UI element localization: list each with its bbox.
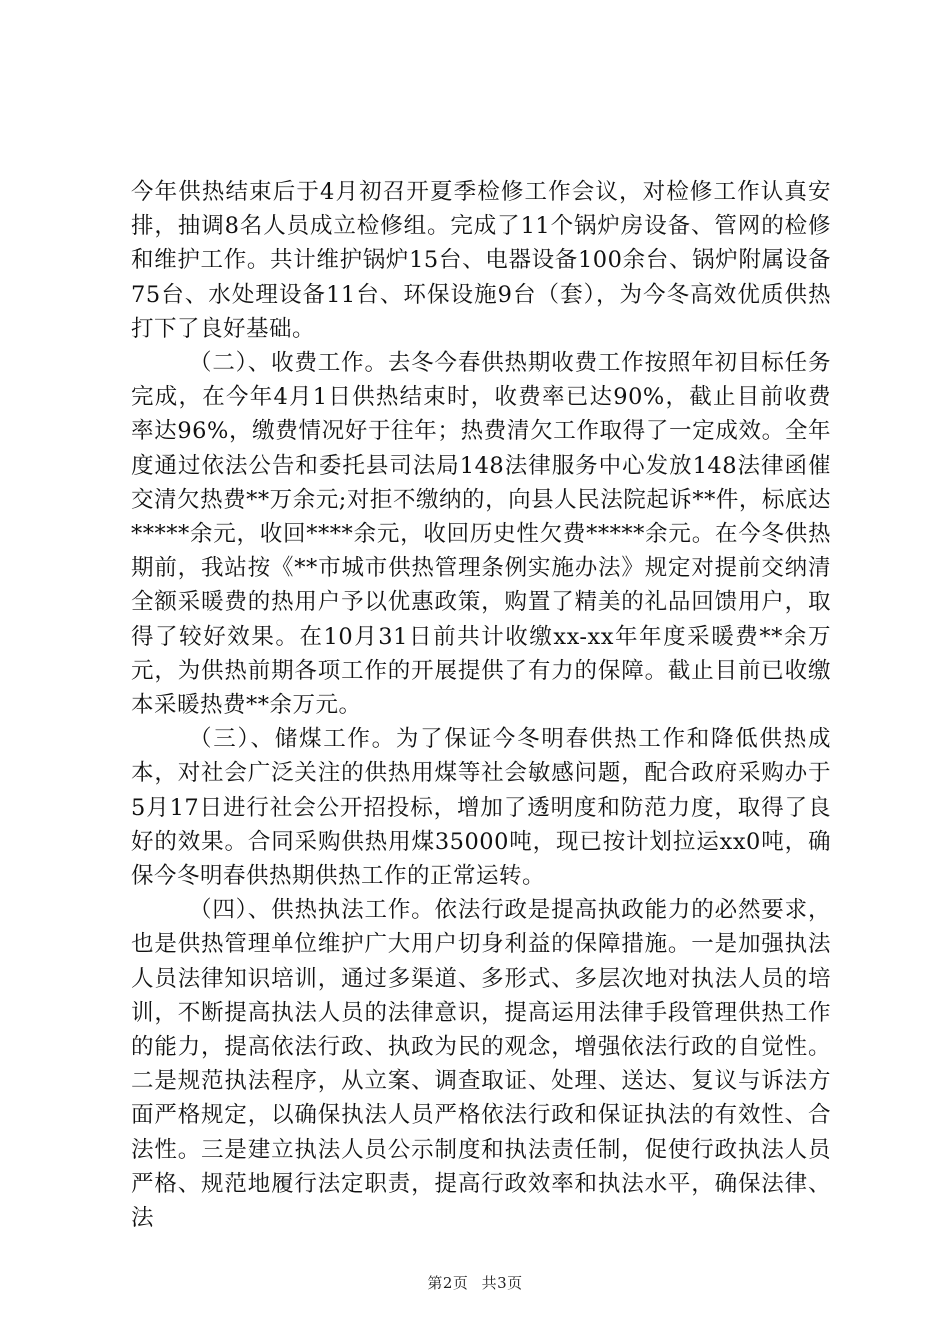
paragraph-law-enforcement: （四）、供热执法工作。依法行政是提高执政能力的必然要求，也是供热管理单位维护广大用户切身利益的保障措施。一是加强执法人员法律知识培训，通过多渠道、多形式、多层次地对执法人员的培训，不断提高执法人员的法律意识，提高运用法律手段管理供热工作的能力，提高依法行政、执政为民的观念，增强依法行政的自觉性。二是规范执法程序，从立案、调查取证、处理、送达、复议与诉法方面严格规定，以确保执法人员严格依法行政和保证执法的有效性、合法性。三是建立执法人员公示制度和执法责任制，促使行政执法人员严格、规范地履行法定职责，提高行政效率和执法水平，确保法律、法 xyxy=(131,897,831,1232)
paragraph-maintenance: 今年供热结束后于4月初召开夏季检修工作会议，对检修工作认真安排，抽调8名人员成立检修组。完成了11个锅炉房设备、管网的检修和维护工作。共计维护锅炉15台、电器设备100余台、锅炉附属设备75台、水处理设备11台、环保设施9台（套），为今冬高效优质供热打下了良好基础。 xyxy=(131,179,831,342)
page-number: 第2页 xyxy=(427,1274,469,1292)
paragraph-coal-storage: （三）、储煤工作。为了保证今冬明春供热工作和降低供热成本，对社会广泛关注的供热用煤等社会敏感问题，配合政府采购办于5月17日进行社会公开招投标，增加了透明度和防范力度，取得了良好的效果。合同采购供热用煤35000吨，现已按计划拉运xx0吨，确保今冬明春供热期供热工作的正常运转。 xyxy=(131,726,831,890)
document-body xyxy=(131,175,831,1235)
paragraph-fee-collection: （二）、收费工作。去冬今春供热期收费工作按照年初目标任务完成，在今年4月1日供热结束时，收费率已达90%，截止目前收费率达96%，缴费情况好于往年；热费清欠工作取得了一定成效。全年度通过依法公告和委托县司法局148法律服务中心发放148法律函催交清欠热费**万余元;对拒不缴纳的，向县人民法院起诉**件，标底达*****余元，收回****余元，收回历史性欠费*****余元。在今冬供热期前，我站按《**市城市供热管理条例实施办法》规定对提前交纳清全额采暖费的热用户予以优惠政策，购置了精美的礼品回馈用户，取得了较好效果。在10月31日前共计收缴xx-xx年年度采暖费**余万元，为供热前期各项工作的开展提供了有力的保障。截止目前已收缴本采暖热费**余万元。 xyxy=(131,350,831,719)
page-total: 共3页 xyxy=(481,1274,523,1292)
page-footer xyxy=(0,1272,950,1293)
